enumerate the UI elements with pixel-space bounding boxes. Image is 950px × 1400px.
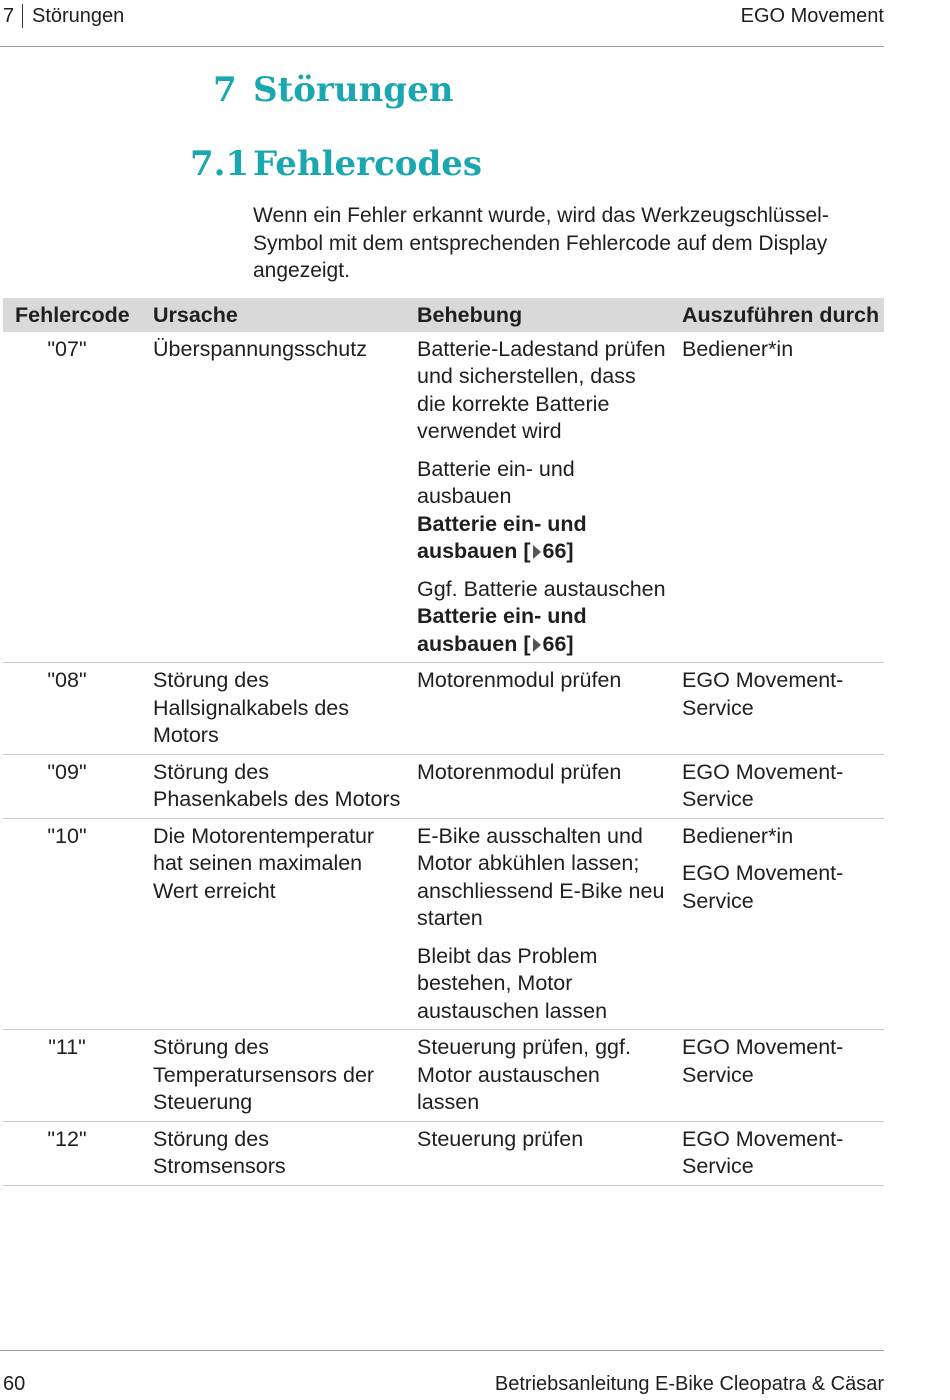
error-cause: Störung des Temperatursensors der Steuerung	[141, 1030, 405, 1122]
cross-reference-page: 66]	[542, 539, 574, 563]
remedy-step: Steuerung prüfen, ggf. Motor austauschen lassen	[417, 1035, 631, 1114]
table-header-row	[3, 298, 884, 332]
error-cause: Überspannungsschutz	[141, 332, 405, 663]
column-header-code: Fehlercode	[3, 298, 141, 332]
error-remedy	[405, 818, 670, 1030]
remedy-step: Bleibt das Problem bestehen, Motor austauschen lassen	[417, 943, 608, 1023]
performer-entry: EGO Movement-Service	[682, 861, 844, 913]
remedy-step: Steuerung prüfen	[417, 1126, 584, 1151]
error-cause: Die Motorentemperatur hat seinen maximalen Wert erreicht	[141, 818, 405, 1030]
column-header-remedy: Behebung	[405, 298, 670, 332]
cross-reference-link[interactable]	[417, 603, 666, 658]
table-row	[3, 332, 884, 663]
page-arrow-icon	[533, 638, 541, 652]
header-brand: EGO Movement	[740, 5, 884, 27]
remedy-step: Batterie-Ladestand prüfen und sicherstellen, dass die korrekte Batterie verwendet wird	[417, 336, 666, 443]
error-performer	[670, 818, 884, 1030]
footer-page-number: 60	[3, 1373, 26, 1395]
page-header	[0, 0, 884, 47]
error-cause: Störung des Phasenkabels des Motors	[141, 754, 405, 818]
error-performer	[670, 754, 884, 818]
table-row	[3, 818, 884, 1030]
error-remedy	[405, 754, 670, 818]
error-performer	[670, 1121, 884, 1185]
error-performer	[670, 663, 884, 755]
performer-entry: EGO Movement-Service	[682, 668, 844, 720]
remedy-step-text: Ggf. Batterie austauschen	[417, 576, 666, 601]
section-heading	[0, 144, 900, 194]
page-footer	[0, 1350, 884, 1399]
table-row	[3, 663, 884, 755]
error-code: "08"	[3, 663, 141, 755]
section-heading-title: Fehlercodes	[253, 144, 483, 184]
performer-entry: Bediener*in	[682, 336, 794, 361]
cross-reference-page: 66]	[542, 631, 574, 656]
error-performer	[670, 332, 884, 663]
error-code: "07"	[3, 332, 141, 663]
remedy-step-text: Batterie ein- und ausbauen	[417, 456, 575, 508]
performer-entry: Bediener*in	[682, 823, 794, 848]
table-row	[3, 1030, 884, 1122]
header-chapter-number: 7	[3, 4, 23, 28]
cross-reference-link[interactable]	[417, 511, 666, 566]
error-code: "11"	[3, 1030, 141, 1122]
error-performer	[670, 1030, 884, 1122]
footer-document-title: Betriebsanleitung E-Bike Cleopatra & Cäsar	[494, 1373, 884, 1395]
error-code: "12"	[3, 1121, 141, 1185]
table-row	[3, 1121, 884, 1185]
performer-entry: EGO Movement-Service	[682, 1126, 844, 1178]
remedy-step: Motorenmodul prüfen	[417, 759, 622, 784]
error-code: "09"	[3, 754, 141, 818]
error-remedy	[405, 1030, 670, 1122]
performer-entry: EGO Movement-Service	[682, 1035, 844, 1087]
performer-entry: EGO Movement-Service	[682, 759, 844, 811]
error-code-table	[3, 298, 884, 1186]
error-cause: Störung des Hallsignalkabels des Motors	[141, 663, 405, 755]
remedy-step	[417, 576, 666, 659]
table-row	[3, 754, 884, 818]
cross-reference-text: Batterie ein- und ausbauen [	[417, 511, 587, 563]
chapter-heading-number: 7	[213, 70, 237, 110]
section-heading-number: 7.1	[190, 144, 250, 184]
header-chapter-title: Störungen	[32, 5, 125, 27]
intro-paragraph: Wenn ein Fehler erkannt wurde, wird das Werkzeugschlüssel-Symbol mit dem entsprechenden Fehlercode auf dem Display angezeigt.	[253, 204, 829, 282]
chapter-heading	[0, 70, 900, 120]
error-cause: Störung des Stromsensors	[141, 1121, 405, 1185]
cross-reference-text: Batterie ein- und ausbauen [	[417, 604, 587, 656]
error-remedy	[405, 332, 670, 663]
remedy-step	[417, 456, 666, 566]
error-remedy	[405, 663, 670, 755]
column-header-performer: Auszuführen durch	[670, 298, 884, 332]
remedy-step: E-Bike ausschalten und Motor abkühlen lassen; anschliessend E-Bike neu starten	[417, 823, 665, 930]
chapter-heading-title: Störungen	[253, 70, 454, 110]
error-code: "10"	[3, 818, 141, 1030]
page-arrow-icon	[533, 545, 541, 559]
column-header-cause: Ursache	[141, 298, 405, 332]
error-remedy	[405, 1121, 670, 1185]
remedy-step: Motorenmodul prüfen	[417, 668, 622, 692]
